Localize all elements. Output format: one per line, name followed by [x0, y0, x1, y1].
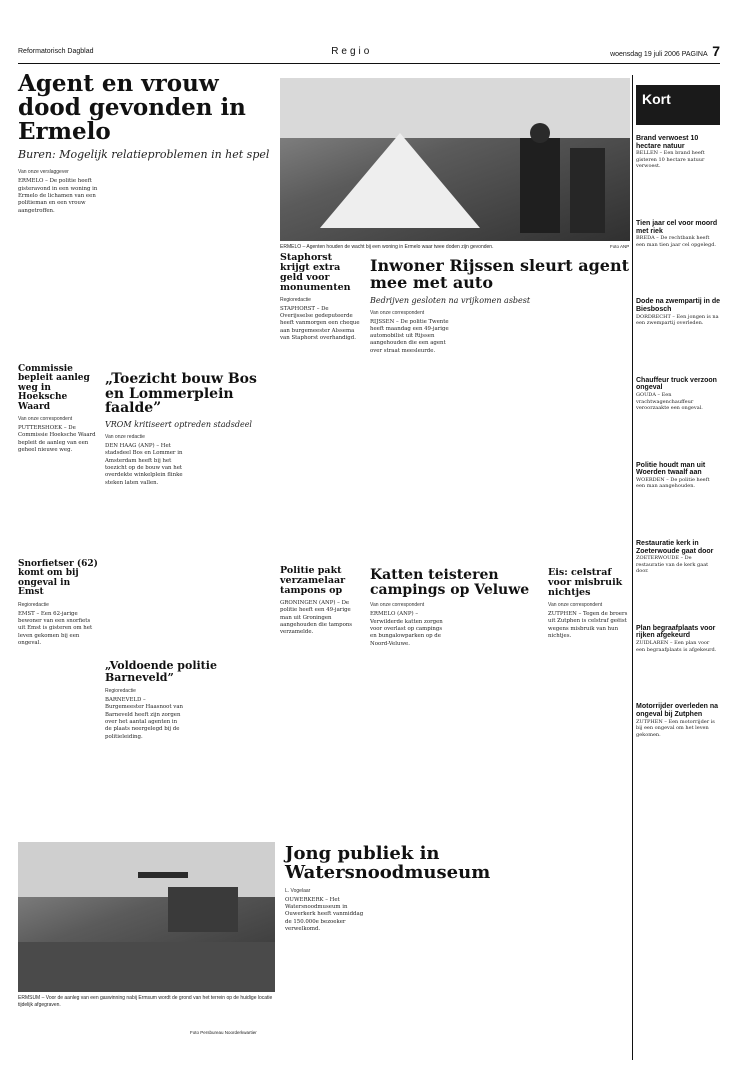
kort-item-title: Tien jaar cel voor moord met riek [636, 219, 718, 235]
kort-item-title: Brand verwoest 10 hectare natuur [636, 135, 699, 150]
rijssen-byline: Van onze correspondent [370, 309, 425, 316]
kort-item-text: ZOETERWOUDE – De restauratie van de kerk gaat door. [636, 555, 709, 575]
kort-item-title: Politie houdt man uit Woerden twaalf aan [636, 461, 706, 477]
story-celstraf [548, 568, 630, 640]
main-story-deck: Buren: Mogelijk relatieproblemen in het spel [18, 148, 270, 162]
kort-item-text: BREDA – De rechtbank heeft een man tien jaar cel opgelegd. [636, 235, 716, 248]
main-story-byline: Van onze verslaggever [18, 169, 69, 176]
kort-header-title: Kort [642, 91, 671, 107]
barneveld-lead: BARNEVELD – Burgemeester Haasnoot van Barneveld heeft zijn zorgen over het aantal agenten in de plaats neergelegd bij de politieleiding. [105, 697, 184, 740]
story-waternood [285, 845, 630, 933]
photo-tent [320, 133, 480, 228]
photo-ground [18, 942, 275, 992]
story-commissie [18, 365, 98, 454]
story-barneveld [105, 660, 275, 741]
photo-agent-figure [520, 138, 560, 233]
rijssen-deck: Bedrijven gesloten na vrijkomen asbest [370, 295, 531, 305]
ermelo-photo-scene [280, 78, 630, 241]
waternood-headline: Jong publiek in Watersnoodmuseum [285, 843, 491, 883]
kort-item [636, 625, 720, 653]
snorfietser-headline: Snorfietser (62) komt om bij ongeval in Emst [18, 559, 98, 598]
tampons-headline: Politie pakt verzamelaar tampons op [280, 565, 346, 596]
main-story [18, 72, 273, 215]
staphorst-headline: Staphorst krijgt extra geld voor monumenten [280, 252, 351, 293]
waternood-byline: L. Vogelaar [285, 887, 311, 894]
main-story-lead: ERMELO – De politie heeft gisteravond in een woning in Ermelo de lichamen van een politieman en een vrouw aangetroffen. [18, 178, 98, 214]
kort-item [636, 462, 720, 490]
kort-header [636, 85, 720, 125]
story-rijssen [370, 258, 630, 355]
kort-item-text: DORDRECHT – Een jongen is na een zwempartij overleden. [636, 313, 719, 327]
snorfietser-byline: Regioredactie [18, 601, 49, 608]
masthead [18, 40, 720, 62]
ermelo-caption: ERMELO – Agenten houden de wacht bij een woning in Ermelo waar twee doden zijn gevonden. [280, 244, 494, 250]
kort-item [636, 220, 720, 248]
photo-sky [280, 78, 630, 138]
kort-item-title: Restauratie kerk in Zoeterwoude gaat door [636, 539, 714, 555]
paper-name: Reformatorisch Dagblad [18, 47, 94, 55]
kort-item-text: WOERDEN – De politie heeft een man aangehouden. [636, 476, 710, 490]
kort-item-title: Chauffeur truck verzoon ongeval [636, 376, 717, 392]
toezicht-byline: Van onze redactie [105, 434, 145, 441]
waternood-lead: OUWERKERK – Het Watersnoodmuseum in Ouwerkerk heeft vanmiddag de 150.000e bezoeker verwelkomd. [285, 896, 364, 932]
commissie-byline: Van onze correspondent [18, 416, 73, 423]
staphorst-lead: STAPHORST – De Overijsselse gedeputeerde heeft vanmorgen een cheque aan burgemeester Alssema van Staphorst overhandigd. [280, 305, 360, 342]
commissie-lead: PUTTERSHOEK – De Commissie Hoeksche Waard bepleit de aanleg van een geheel nieuwe weg. [18, 425, 96, 454]
section-name: Regio [331, 45, 373, 57]
story-katten [370, 568, 540, 648]
museum-photo-scene [18, 842, 275, 992]
kort-item-title: Motorrijder overleden na ongeval bij Zutphen [636, 703, 719, 718]
kort-item-text: BELLEN – Een brand heeft gisteren 10 hectare natuur verwoest. [636, 150, 705, 170]
kort-item [636, 298, 720, 326]
kort-item-text: ZUIDLAREN – Een plan voor een begraafplaats is afgekeurd. [636, 640, 717, 653]
date-text: woensdag 19 juli 2006 [610, 51, 680, 58]
museum-photo [18, 842, 275, 992]
kort-item-title: Dode na zwempartij in de Biesbosch [636, 298, 721, 313]
kort-item [636, 135, 720, 170]
celstraf-lead: ZUTPHEN – Tegen de broers uit Zutphen is celstraf geëist wegens misbruik van hun nichtjes. [548, 610, 628, 639]
story-snorfietser [18, 560, 98, 647]
kort-item [636, 377, 720, 412]
katten-lead: ERMELO (ANP) – Verwilderde katten zorgen voor overlast op campings en bungalowparken op de Noord-Veluwe. [370, 611, 443, 647]
main-story-headline: Agent en vrouw dood gevonden in Ermelo [18, 70, 246, 146]
ermelo-photo [280, 78, 630, 241]
katten-headline: Katten teisteren campings op Veluwe [370, 567, 530, 598]
photo-agent-head [530, 123, 550, 143]
staphorst-byline: Regioredactie [280, 296, 311, 303]
kort-item [636, 703, 720, 738]
photo-agent-figure-2 [570, 148, 605, 233]
barneveld-byline: Regioredactie [105, 688, 136, 695]
kort-item-text: GOUDA – Een vrachtwagenchauffeur veroorzaakte een ongeval. [636, 392, 703, 411]
story-tampons [280, 566, 362, 636]
celstraf-byline: Van onze correspondent [548, 601, 603, 608]
ermelo-credit: Foto ANP [610, 244, 630, 249]
kort-item-text: ZUTPHEN – Een motorrijder is bij een ongeval om het leven gekomen. [636, 718, 715, 738]
snorfietser-lead: EMST – Een 62-jarige bewoner van een snorfiets uit Emst is gisteren om het leven gekomen bij een ongeval. [18, 610, 93, 646]
toezicht-deck: VROM kritiseert optreden stadsdeel [105, 420, 252, 430]
page-number: 7 [712, 43, 720, 59]
kort-item-title: Plan begraafplaats voor rijken afgekeurd [636, 624, 716, 640]
page-label: PAGINA [681, 51, 708, 58]
page-date [610, 43, 720, 59]
museum-credit: Foto Persbureau Noorderkwartier [190, 1030, 257, 1035]
rijssen-headline: Inwoner Rijssen sleurt agent mee met auto [370, 256, 629, 292]
story-toezicht [105, 372, 275, 487]
rijssen-lead: RIJSSEN – De politie Twente heeft maandag een 49-jarige automobilist uit Rijssen aangehouden die een agent over straat meesleurde. [370, 318, 449, 354]
toezicht-lead: DEN HAAG (ANP) – Het stadsdeel Bos en Lommer in Amsterdam heeft bij het toezicht op de bouw van het overdekte winkelplein flinke steken laten vallen. [105, 443, 183, 486]
story-staphorst [280, 253, 362, 342]
katten-byline: Van onze correspondent [370, 602, 425, 609]
museum-caption: ERMSUM – Voor de aanleg van een gaswinning nabij Ermsum wordt de grond van het terrein op de huidige locatie tijdelijk afgegraven. [18, 995, 273, 1008]
kort-divider [632, 75, 633, 1060]
photo-excavator [168, 887, 238, 932]
photo-excavator-arm [138, 872, 188, 878]
kort-list [636, 135, 720, 738]
commissie-headline: Commissie bepleit aanleg weg in Hoeksche Waard [18, 364, 90, 412]
kort-item [636, 540, 720, 575]
tampons-lead: GRONINGEN (ANP) – De politie heeft een 49-jarige man uit Groningen aangehouden die tampons verzamelde. [280, 599, 353, 636]
toezicht-headline: „Toezicht bouw Bos en Lommerplein faalde” [105, 371, 257, 417]
celstraf-headline: Eis: celstraf voor misbruik nichtjes [548, 567, 623, 598]
barneveld-headline: „Voldoende politie Barneveld” [105, 659, 217, 684]
masthead-rule [18, 63, 720, 64]
